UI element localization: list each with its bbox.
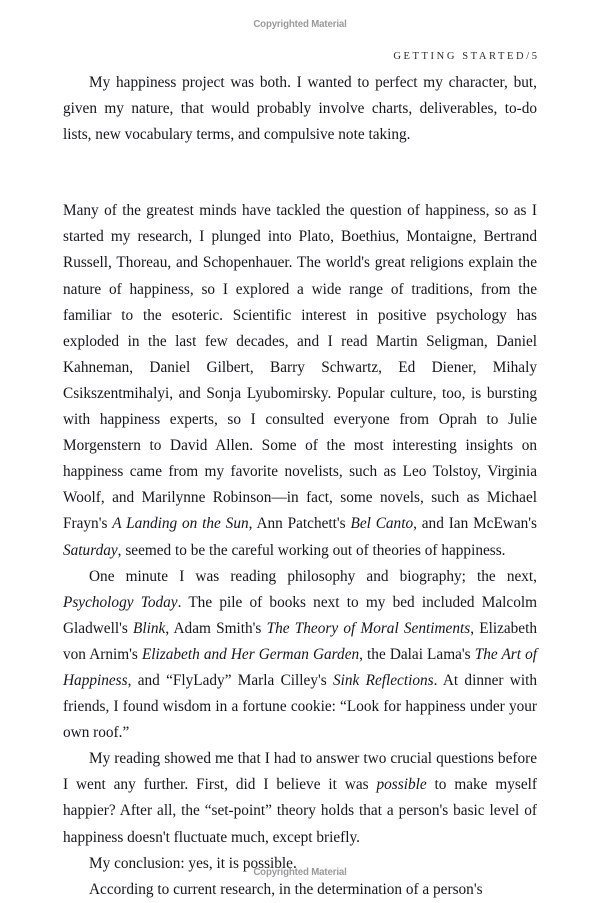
watermark-bottom: Copyrighted Material: [253, 866, 347, 878]
page-number: 5: [531, 51, 537, 62]
section-break: [63, 148, 537, 198]
paragraph-5: My conclusion: yes, it is possible.: [89, 854, 297, 872]
paragraph-3: One minute I was reading philosophy and biography; the next, Psychology Today. The pile of books next to my bed included Malcolm Gladwell's Blink, Adam Smith's The Theory of Moral Sentiments, Elizabeth von Arnim's Elizabeth and Her German Garden, the Dalai Lama's The Art of Happiness, and “FlyLady” Marla Cilley's Sink Reflections. At dinner with friends, I found wisdom in a fortune cookie: “Look for happiness under your own roof.”: [63, 567, 537, 742]
paragraph-4: My reading showed me that I had to answer two crucial questions before I went any further. First, did I believe it was possible to make myself happier? After all, the “set-point” theory holds that a person's basic level of happiness doesn't fluctuate much, except briefly.: [63, 750, 537, 846]
paragraph-1: My happiness project was both. I wanted to perfect my character, but, given my nature, that would probably involve charts, deliverables, to-do lists, new vocabulary terms, and compulsive note taking.: [63, 74, 537, 144]
running-head-title: GETTING STARTED: [393, 51, 527, 62]
text-block: [63, 70, 537, 903]
paragraph-6: According to current research, in the determination of a person's: [89, 880, 483, 898]
paragraph-2: Many of the greatest minds have tackled the question of happiness, so as I started my research, I plunged into Plato, Boethius, Montaigne, Bertrand Russell, Thoreau, and Schopenhauer. The world's great religions explain the nature of happiness, so I explored a wide range of traditions, from the familiar to the esoteric. Scientific interest in positive psychology has exploded in the last few decades, and I read Martin Seligman, Daniel Kahneman, Daniel Gilbert, Barry Schwartz, Ed Diener, Mihaly Csikszentmihalyi, and Sonja Lyubomirsky. Popular culture, too, is bursting with happiness experts, so I consulted everyone from Oprah to Julie Morgenstern to David Allen. Some of the most interesting insights on happiness came from my favorite novelists, such as Leo Tolstoy, Virginia Woolf, and Marilynne Robinson—in fact, some novels, such as Michael Frayn's A Landing on the Sun, Ann Patchett's Bel Canto, and Ian McEwan's Saturday, seemed to be the careful working out of theories of happiness.: [63, 202, 537, 559]
running-head: [63, 40, 537, 73]
watermark-top: Copyrighted Material: [253, 18, 347, 30]
running-head-separator: /: [526, 51, 532, 62]
